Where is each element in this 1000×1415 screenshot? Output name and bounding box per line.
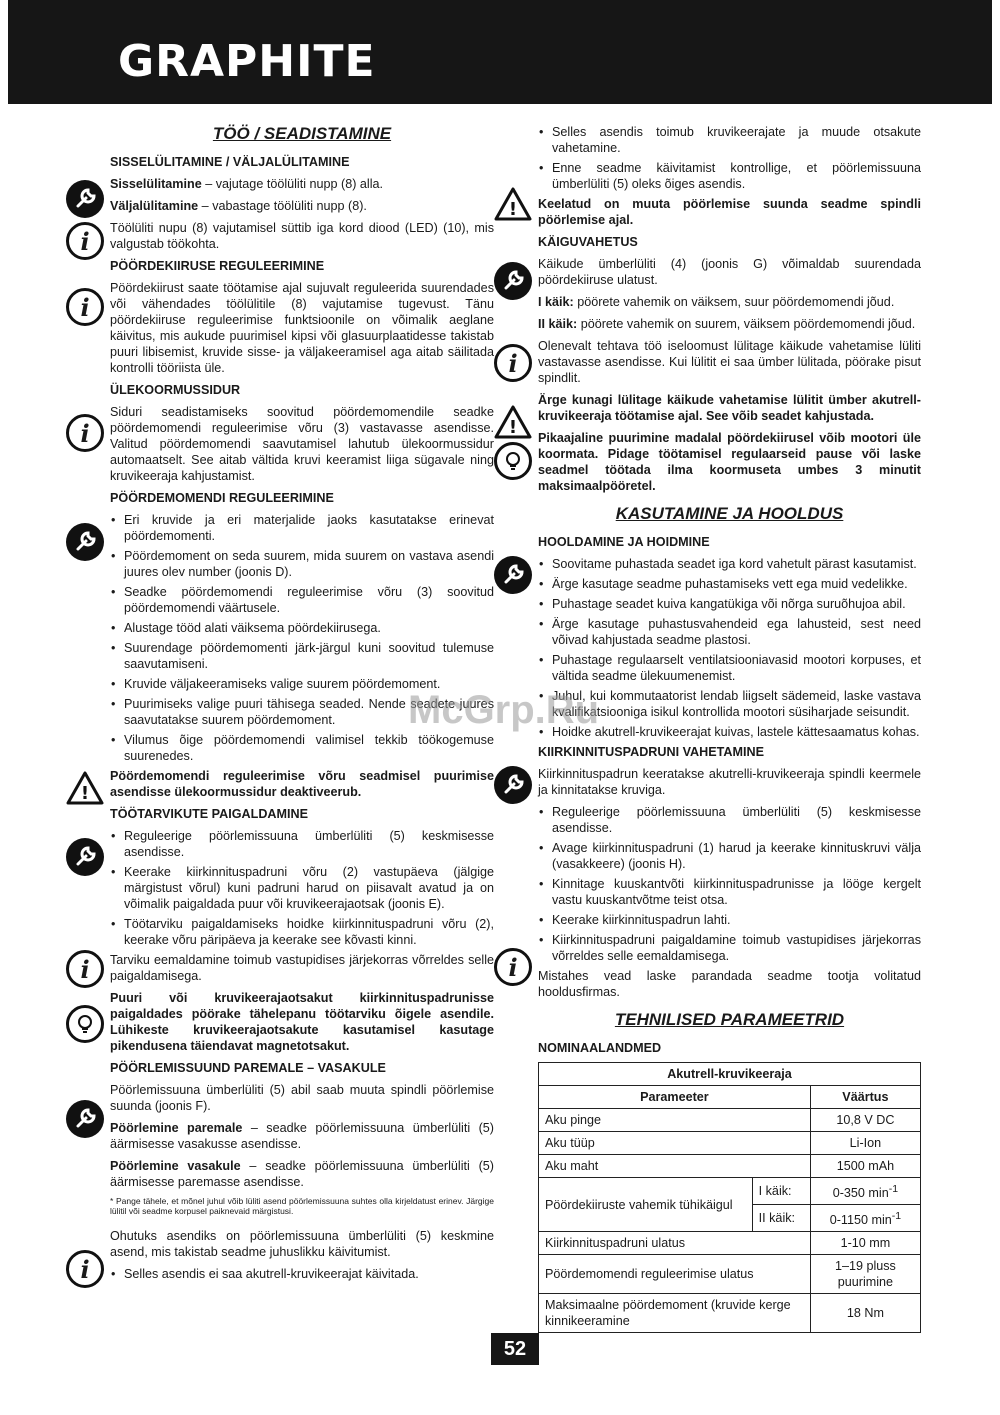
table-row: Aku tüüp Li-Ion xyxy=(539,1132,921,1155)
bullet-list xyxy=(110,828,494,948)
list-item: • Reguleerige pöörlemissuuna ümberlüliti (5) keskmisesse asendisse. xyxy=(552,804,921,836)
info-icon: i xyxy=(494,948,532,986)
paragraph: Kiirkinnituspadrun keeratakse akutrelli-kruvikeeraja spindli keermele ja kinnitatakse kruviga. xyxy=(538,767,921,797)
svg-text:!: ! xyxy=(80,783,90,804)
paragraph: Sisselülitamine – vajutage töölüliti nupp (8) alla. xyxy=(110,177,384,191)
wrench-icon xyxy=(494,556,532,594)
brand-logo: GRAPHITE xyxy=(118,36,376,87)
subheading: ÜLEKOORMUSSIDUR xyxy=(110,383,241,397)
list-item: • Ärge kasutage puhastusvahendeid ega lahusteid, sest need võivad kahjustada seadme plastosi. xyxy=(552,616,921,648)
wrench-icon xyxy=(66,1100,104,1138)
paragraph: Mistahes vead laske parandada seadme tootja volitatud hooldusfirmas. xyxy=(538,969,921,999)
list-item: • Reguleerige pöörlemissuuna ümberlüliti (5) keskmisesse asendisse. xyxy=(124,828,494,860)
table-caption: Akutrell-kruvikeeraja xyxy=(539,1063,921,1086)
lightbulb-icon xyxy=(494,442,532,480)
list-item: • Suurendage pöördemomenti järk-järgul kuni soovitud tulemuse saavutamiseni. xyxy=(124,640,494,672)
table-row: Aku pinge 10,8 V DC xyxy=(539,1109,921,1132)
warning-text: Pöördemomendi reguleerimise võru seadmisel puurimise asendisse ülekoormussidur deaktiveerub. xyxy=(110,769,494,799)
paragraph: Käikude ümberlüliti (4) (joonis G) võimaldab suurendada pöördekiiruse ulatust. xyxy=(538,257,921,287)
list-item: • Kinnitage kuuskantvõti kiirkinnituspadrunisse ja lööge kergelt vastu kuuskantvõtme teist otsa. xyxy=(552,876,921,908)
list-item: • Juhul, kui kommutaatorist lendab liigselt sädemeid, laske vastava kvalifikatsiooniga isikul kontrollida mootori süsiharjade seisundit. xyxy=(552,688,921,720)
list-item: • Töötarviku paigaldamiseks hoidke kiirkinnituspadruni võru (2), keerake võru päripäeva ja keerake see kõvasti kinni. xyxy=(124,916,494,948)
section-title: KASUTAMINE JA HOOLDUS xyxy=(615,504,844,523)
list-item: • Selles asendis toimub kruvikeerajate ja muude otsakute vahetamine. xyxy=(552,124,921,156)
list-item: • Enne seadme käivitamist kontrollige, et pöörlemissuuna ümberlüliti (5) oleks õiges asendis. xyxy=(552,160,921,192)
spec-table xyxy=(538,1062,921,1333)
warning-icon xyxy=(494,404,532,442)
lightbulb-icon xyxy=(66,1005,104,1043)
svg-text:!: ! xyxy=(508,417,518,438)
table-row: Aku maht 1500 mAh xyxy=(539,1155,921,1178)
page-number: 52 xyxy=(491,1333,539,1365)
wrench-icon xyxy=(66,180,104,218)
list-item: • Keerake kiirkinnituspadruni võru (2) vastupäeva (jälgige märgistust võrul) kuni padruni harud on piisavalt avatud ja on võimalik paigaldada puur või kruvikeerajaotsak (joonis E). xyxy=(124,864,494,912)
wrench-icon xyxy=(494,262,532,300)
table-row: Pöördekiiruste vahemik tühikäigul I käik: 0-350 $\min^{-1}$ xyxy=(539,1178,921,1205)
list-item: • Avage kiirkinnituspadruni (1) harud ja keerake kinnituskruvi välja (vasakkeere) (joonis H). xyxy=(552,840,921,872)
subheading: SISSELÜLITAMINE / VÄLJALÜLITAMINE xyxy=(110,155,350,169)
info-icon: i xyxy=(66,414,104,452)
watermark: McGrp.Ru xyxy=(408,688,600,732)
paragraph: Siduri seadistamiseks soovitud pöördemomendile seadke pöördemomendi reguleerimise võru (3) vastavasse asendisse. Valitud pöördemomendi saavutamisel lahutub ülekoormussidur automaatselt. See aitab vältida kruvi keeramist liiga sügavale ning kruvikeeraja kahjustamist. xyxy=(110,405,494,483)
info-icon: i xyxy=(66,288,104,326)
subheading: NOMINAALANDMED xyxy=(538,1041,662,1055)
paragraph: Pöörlemine paremale – seadke pöörlemissuuna ümberlüliti (5) äärmisesse vasakusse asendisse. xyxy=(110,1121,494,1151)
subheading: PÖÖRDEKIIRUSE REGULEERIMINE xyxy=(110,259,325,273)
table-row: II käik: 0-1150 $\min^{-1}$ xyxy=(539,1205,921,1232)
tip-text: Pikaajaline puurimine madalal pöördekiirusel võib mootori üle koormata. Pidage töötamisel regulaarseid pause või laske seadmel töötada ilma koormuseta umbes 3 minutit maksimaalpööretel. xyxy=(538,431,921,493)
info-icon: i xyxy=(494,344,532,382)
list-item: • Kiirkinnituspadruni paigaldamine toimub vastupidises järjekorras võrreldes selle eemaldamisega. xyxy=(552,932,921,964)
bullet-list xyxy=(538,124,921,192)
list-item: • Hoidke akutrell-kruvikeerajat kuivas, lastele kättesaamatus kohas. xyxy=(552,724,921,740)
table-row: Maksimaalne pöördemoment (kruvide kerge kinnikeeramine 18 Nm xyxy=(539,1294,921,1333)
warning-icon xyxy=(66,770,104,808)
paragraph: Pöörlemine vasakule – seadke pöörlemissuuna ümberlüliti (5) äärmisesse paremasse asendisse. xyxy=(110,1159,494,1189)
list-item: • Keerake kiirkinnituspadrun lahti. xyxy=(552,912,921,928)
info-icon: i xyxy=(66,1250,104,1288)
subheading: TÖÖTARVIKUTE PAIGALDAMINE xyxy=(110,807,309,821)
table-row: Kiirkinnituspadruni ulatus 1-10 mm xyxy=(539,1232,921,1255)
table-header: Parameeter xyxy=(539,1086,811,1109)
warning-text: Ärge kunagi lülitage käikude vahetamise lülitit ümber akutrell-kruvikeeraja töötamise ajal. See võib seadet kahjustada. xyxy=(538,393,921,423)
subheading: KIIRKINNITUSPADRUNI VAHETAMINE xyxy=(538,745,764,759)
list-item: • Seadke pöördemomendi reguleerimise võru (3) soovitud pöördemomendi väärtusele. xyxy=(124,584,494,616)
paragraph: Tarviku eemaldamine toimub vastupidises järjekorras võrreldes selle paigaldamisega. xyxy=(110,953,494,983)
paragraph: II käik: pöörete vahemik on suurem, väiksem pöördemomendi jõud. xyxy=(538,317,916,331)
paragraph: Väljalülitamine – vabastage töölüliti nupp (8). xyxy=(110,199,367,213)
section-title: TEHNILISED PARAMEETRID xyxy=(614,1010,845,1029)
wrench-icon xyxy=(66,523,104,561)
list-item: • Alustage tööd alati väiksema pöördekiirusega. xyxy=(124,620,494,636)
list-item: • Puhastage regulaarselt ventilatsiooniavasid mootori korpuses, et vältida seadme ülekuumenemist. xyxy=(552,652,921,684)
subheading: PÖÖRDEMOMENDI REGULEERIMINE xyxy=(110,491,334,505)
warning-icon xyxy=(494,186,532,224)
bullet-list xyxy=(538,804,921,964)
svg-text:!: ! xyxy=(508,199,518,220)
paragraph: Pöörlemissuuna ümberlüliti (5) abil saab muuta spindli pöörlemise suunda (joonis F). xyxy=(110,1083,494,1113)
list-item: • Pöördemoment on seda suurem, mida suurem on vastava asendi juures olev number (joonis D). xyxy=(124,548,494,580)
list-item: • Kruvide väljakeeramiseks valige suurem pöördemoment. xyxy=(124,676,494,692)
info-icon: i xyxy=(66,222,104,260)
subheading: PÖÖRLEMISSUUND PAREMALE – VASAKULE xyxy=(110,1061,386,1075)
list-item: • Selles asendis ei saa akutrell-kruvikeerajat käivitada. xyxy=(124,1266,494,1282)
warning-text: Keelatud on muuta pöörlemise suunda seadme spindli pöörlemise ajal. xyxy=(538,197,921,227)
info-icon: i xyxy=(66,950,104,988)
subheading: HOOLDAMINE JA HOIDMINE xyxy=(538,535,710,549)
wrench-icon xyxy=(494,766,532,804)
list-item: • Eri kruvide ja eri materjalide jaoks kasutatakse erinevat pöördemomenti. xyxy=(124,512,494,544)
paragraph: Ohutuks asendiks on pöörlemissuuna ümberlüliti (5) keskmine asend, mis takistab seadme juhuslikku käivitumist. xyxy=(110,1229,494,1259)
section-title: TÖÖ / SEADISTAMINE xyxy=(212,124,392,143)
paragraph: Olenevalt tehtava töö iseloomust lülitage käikude vahetamise lüliti vastavasse asendisse. Kui lülitit ei saa ümber lülitada, pöörake pisut spindlit. xyxy=(538,339,921,385)
list-item: • Puhastage seadet kuiva kangatükiga või nõrga suruõhujoa abil. xyxy=(552,596,921,612)
list-item: • Vilumus õige pöördemomendi valimisel tekkib töökogemuse suurenedes. xyxy=(124,732,494,764)
table-row: Pöördemomendi reguleerimise ulatus 1–19 pluss puurimine xyxy=(539,1255,921,1294)
paragraph: I käik: pöörete vahemik on väiksem, suur pöördemomendi jõud. xyxy=(538,295,895,309)
list-item: • Ärge kasutage seadme puhastamiseks vett ega muid vedelikke. xyxy=(552,576,921,592)
subheading: KÄIGUVAHETUS xyxy=(538,235,638,249)
paragraph: Pöördekiirust saate töötamise ajal sujuvalt reguleerida suurendades või vähendades töölülitile (8) vajutamise tugevust. Tänu pöördekiiruse reguleerimise funktsioonile on võimalik aeglane käivitus, mis aukude puurimisel kipsi või glasuurplaatidesse takistab puuri libisemist, kruvide sisse- ja väljakeeramisel aga aitab säilitada kontrolli tööriista üle. xyxy=(110,281,494,375)
footnote: * Pange tähele, et mõnel juhul võib lüliti asend pöörlemissuuna suhtes olla kirjeldatust erinev. Järgige lülitil või seadme korpusel paiknevaid märgistusi. xyxy=(110,1196,494,1216)
list-item: • Puurimiseks valige puuri tähisega seaded. Nende seadete juures saavutatakse suurem pöördemoment. xyxy=(124,696,494,728)
list-item: • Soovitame puhastada seadet iga kord vahetult pärast kasutamist. xyxy=(552,556,921,572)
table-header: Väärtus xyxy=(810,1086,920,1109)
bullet-list xyxy=(110,1266,494,1282)
wrench-icon xyxy=(66,838,104,876)
page-header xyxy=(8,0,992,104)
paragraph: Töölüliti nupu (8) vajutamisel süttib iga kord diood (LED) (10), mis valgustab töökohta. xyxy=(110,221,494,251)
tip-text: Puuri või kruvikeerajaotsakut kiirkinnituspadrunisse paigaldades pöörake tähelepanu töötarviku õigele asendile. Lühikeste kruvikeerajaotsakute kasutamisel kasutage pikendusena täiendavat magnetotsakut. xyxy=(110,991,494,1053)
